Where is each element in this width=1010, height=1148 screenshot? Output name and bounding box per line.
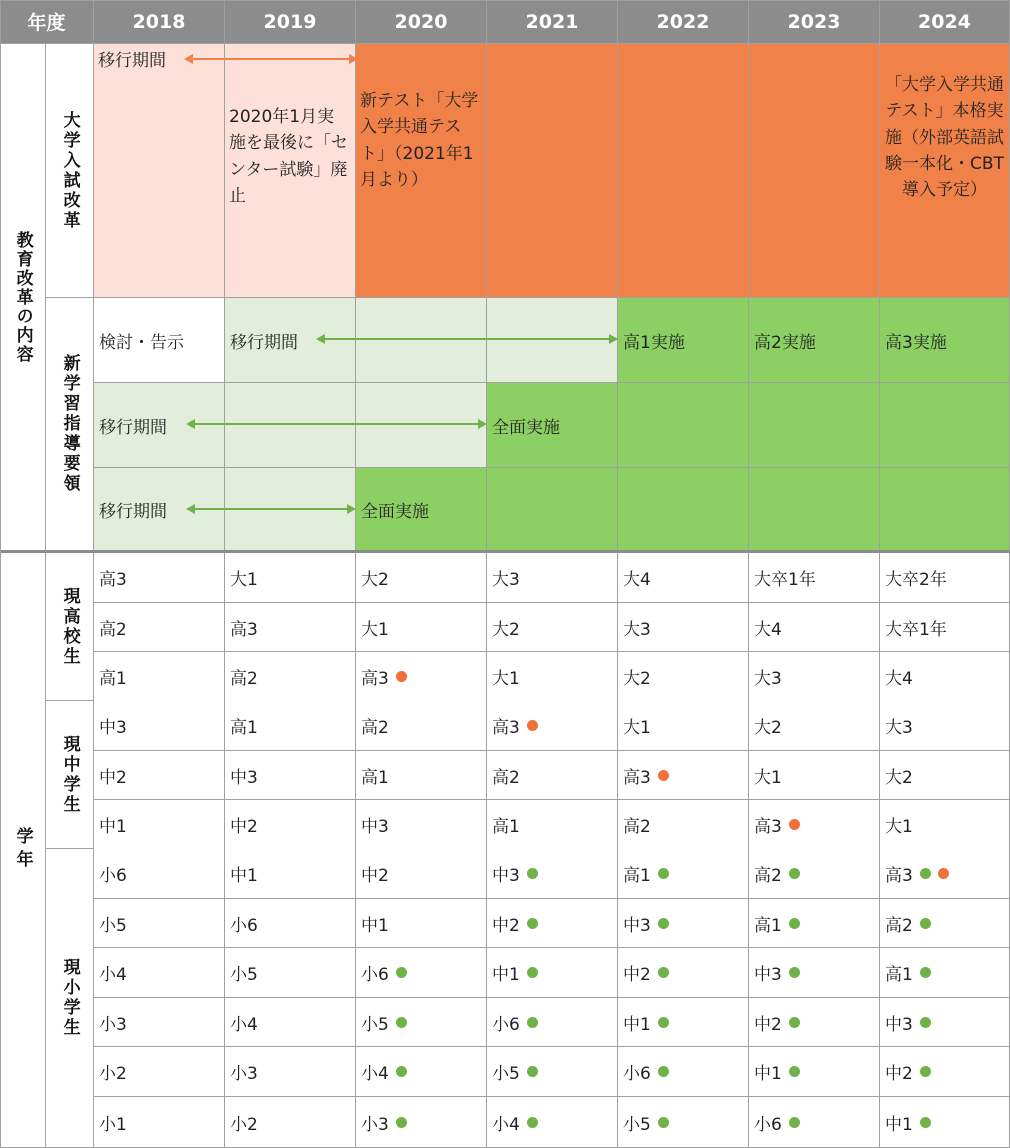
grade-cell xyxy=(880,800,1010,850)
grade-cell xyxy=(225,1097,356,1148)
grade-cell xyxy=(618,701,749,751)
new-curriculum-dot xyxy=(789,868,800,879)
grade-cell xyxy=(618,1097,749,1148)
grade-cell xyxy=(618,1047,749,1097)
curr-high-2023-cell: 高2実施 xyxy=(749,298,880,383)
grade-cell xyxy=(94,998,225,1047)
grade-label: 小2 xyxy=(99,1064,127,1084)
grade-cell xyxy=(880,603,1010,652)
grade-label: 大卒2年 xyxy=(885,570,947,590)
grade-label: 高1 xyxy=(885,965,913,985)
grade-label: 大2 xyxy=(623,669,651,689)
new-curriculum-dot xyxy=(920,1017,931,1028)
new-curriculum-dot xyxy=(789,918,800,929)
grade-cell xyxy=(225,849,356,899)
grade-label: 高3 xyxy=(885,866,913,886)
grade-label: 大4 xyxy=(623,570,651,590)
exam-target-dot xyxy=(938,868,949,879)
new-curriculum-dot xyxy=(920,1117,931,1128)
header-year-corner: 年度 xyxy=(0,0,94,44)
curr-elem-2022-cell xyxy=(618,468,749,551)
exam-2020-cell xyxy=(356,44,487,298)
grade-label: 大3 xyxy=(885,718,913,738)
grade-label: 大2 xyxy=(492,619,520,640)
grade-cell xyxy=(94,652,225,702)
grade-cell xyxy=(880,553,1010,603)
header-year-2023: 2023 xyxy=(749,0,880,44)
curr-high-2024-cell: 高3実施 xyxy=(880,298,1010,383)
grade-cell xyxy=(225,652,356,702)
grade-label: 小6 xyxy=(361,965,389,985)
grade-label: 中2 xyxy=(623,965,651,985)
grade-cell xyxy=(487,701,618,751)
grade-cell xyxy=(94,1097,225,1148)
grade-cell xyxy=(356,553,487,603)
grade-cell xyxy=(880,849,1010,899)
grade-label: 高1 xyxy=(99,669,127,689)
grade-cell xyxy=(749,800,880,850)
grade-label: 高3 xyxy=(492,718,520,738)
grade-cell xyxy=(356,701,487,751)
exam-target-dot xyxy=(789,819,800,830)
grade-cell xyxy=(356,849,487,899)
group-middle-label-text: 現中学生 xyxy=(59,734,80,815)
grade-cell xyxy=(356,751,487,800)
grade-label: 小6 xyxy=(754,1114,782,1135)
curr-elem-2023-cell xyxy=(749,468,880,551)
grade-cell xyxy=(225,701,356,751)
exam-2018-cell xyxy=(94,44,225,298)
grade-label: 大1 xyxy=(230,570,258,590)
grade-label: 大1 xyxy=(754,767,782,788)
grade-label: 小6 xyxy=(230,915,258,936)
grade-label: 小3 xyxy=(361,1114,389,1135)
grade-cell xyxy=(880,652,1010,702)
grade-label: 高1 xyxy=(230,718,258,738)
grade-label: 小4 xyxy=(492,1114,520,1135)
grade-label: 小4 xyxy=(361,1064,389,1084)
grade-cell xyxy=(487,603,618,652)
grade-cell xyxy=(225,603,356,652)
grade-label: 小2 xyxy=(230,1114,258,1135)
exam-2022-cell xyxy=(618,44,749,298)
grade-label: 高2 xyxy=(885,915,913,936)
grade-section-label-text: 学年 xyxy=(12,827,33,873)
grade-label: 小3 xyxy=(99,1014,127,1035)
curriculum-label-text: 新学習指導要領 xyxy=(59,354,80,494)
curr-high-2018-cell: 検討・告示 xyxy=(94,298,225,383)
grade-cell xyxy=(487,652,618,702)
grade-label: 小5 xyxy=(230,965,258,985)
curriculum-label xyxy=(46,298,94,551)
group-elem-label-text: 現小学生 xyxy=(59,958,80,1038)
grade-label: 大2 xyxy=(754,718,782,738)
grade-label: 中2 xyxy=(754,1014,782,1035)
new-curriculum-dot xyxy=(789,1117,800,1128)
new-curriculum-dot xyxy=(658,868,669,879)
curr-middle-2024-cell xyxy=(880,383,1010,468)
new-curriculum-dot xyxy=(920,868,931,879)
grade-label: 中3 xyxy=(361,817,389,837)
new-curriculum-dot xyxy=(396,1017,407,1028)
grade-cell xyxy=(618,751,749,800)
grade-label: 中3 xyxy=(99,718,127,738)
grade-label: 高1 xyxy=(754,915,782,936)
grade-label: 高3 xyxy=(623,767,651,788)
grade-label: 小6 xyxy=(99,866,127,886)
grade-label: 大4 xyxy=(754,619,782,640)
grade-cell xyxy=(94,948,225,998)
new-curriculum-dot xyxy=(920,967,931,978)
curr-middle-2022-cell xyxy=(618,383,749,468)
grade-label: 中1 xyxy=(99,817,127,837)
exam-target-dot xyxy=(527,720,538,731)
grade-label: 小6 xyxy=(623,1064,651,1084)
grade-label: 大3 xyxy=(623,619,651,640)
group-high-label xyxy=(46,553,94,701)
grade-label: 大3 xyxy=(754,669,782,689)
header-year-2024: 2024 xyxy=(880,0,1010,44)
grade-cell xyxy=(749,701,880,751)
grade-label: 大1 xyxy=(361,619,389,640)
new-curriculum-dot xyxy=(658,918,669,929)
grade-cell xyxy=(749,1047,880,1097)
grade-cell xyxy=(618,603,749,652)
grade-label: 中2 xyxy=(361,866,389,886)
exam-2019-cell xyxy=(225,44,356,298)
new-curriculum-dot xyxy=(789,1017,800,1028)
grade-cell xyxy=(618,899,749,948)
grade-label: 大卒1年 xyxy=(885,619,947,640)
curr-elem-2024-cell xyxy=(880,468,1010,551)
curr-elem-2020-cell: 全面実施 xyxy=(356,468,487,551)
grade-label: 小5 xyxy=(492,1064,520,1084)
grade-label: 大2 xyxy=(361,570,389,590)
grade-cell xyxy=(749,652,880,702)
grade-label: 高3 xyxy=(230,619,258,640)
grade-cell xyxy=(225,1047,356,1097)
new-curriculum-dot xyxy=(658,967,669,978)
exam-reform-label xyxy=(46,44,94,298)
group-high-label-text: 現高校生 xyxy=(59,586,80,667)
grade-cell xyxy=(487,800,618,850)
curr-middle-2021-cell: 全面実施 xyxy=(487,383,618,468)
grade-cell xyxy=(225,800,356,850)
exam-target-dot xyxy=(658,770,669,781)
group-elem-label xyxy=(46,849,94,1148)
grade-label: 高2 xyxy=(99,619,127,640)
new-curriculum-dot xyxy=(789,967,800,978)
grade-cell xyxy=(356,800,487,850)
grade-label: 小6 xyxy=(492,1014,520,1035)
grade-cell xyxy=(94,553,225,603)
grade-cell xyxy=(356,998,487,1047)
new-curriculum-dot xyxy=(658,1066,669,1077)
grade-cell xyxy=(749,603,880,652)
grade-label: 中3 xyxy=(754,965,782,985)
grade-cell xyxy=(356,603,487,652)
grade-cell xyxy=(618,849,749,899)
grade-cell xyxy=(94,800,225,850)
exam-2023-cell xyxy=(749,44,880,298)
grade-cell xyxy=(94,899,225,948)
grade-label: 高3 xyxy=(754,817,782,837)
grade-cell xyxy=(880,701,1010,751)
grade-label: 小3 xyxy=(230,1064,258,1084)
grade-cell xyxy=(880,1097,1010,1148)
grade-cell xyxy=(618,998,749,1047)
grade-label: 小5 xyxy=(623,1114,651,1135)
grade-cell xyxy=(356,899,487,948)
new-curriculum-dot xyxy=(789,1066,800,1077)
grade-cell xyxy=(749,1097,880,1148)
grade-cell xyxy=(225,553,356,603)
grade-cell xyxy=(487,998,618,1047)
grade-cell xyxy=(487,1097,618,1148)
grade-cell xyxy=(487,948,618,998)
curr-elem-transition-arrow xyxy=(188,503,354,515)
grade-cell xyxy=(487,899,618,948)
grade-section-label xyxy=(0,553,46,1148)
exam-2021-cell xyxy=(487,44,618,298)
grade-label: 中2 xyxy=(230,817,258,837)
grade-label: 中1 xyxy=(885,1114,913,1135)
grade-cell xyxy=(880,899,1010,948)
grade-label: 大1 xyxy=(623,718,651,738)
grade-label: 小5 xyxy=(99,915,127,936)
grade-cell xyxy=(487,1047,618,1097)
exam-2020-text: 新テスト「大学入学共通テスト」（2021年1月より） xyxy=(360,91,479,191)
new-curriculum-dot xyxy=(527,1017,538,1028)
grade-cell xyxy=(225,899,356,948)
grade-cell xyxy=(356,948,487,998)
grade-cell xyxy=(356,1047,487,1097)
grade-cell xyxy=(618,948,749,998)
grade-label: 中3 xyxy=(492,866,520,886)
grade-label: 大2 xyxy=(885,767,913,788)
exam-2024-cell xyxy=(880,44,1010,298)
grade-label: 高2 xyxy=(361,718,389,738)
new-curriculum-dot xyxy=(527,868,538,879)
header-year-2022: 2022 xyxy=(618,0,749,44)
curr-high-2019-cell: 移行期間 xyxy=(225,298,356,383)
grade-label: 小4 xyxy=(230,1014,258,1035)
grade-label: 中1 xyxy=(623,1014,651,1035)
exam-reform-label-text: 大学入試改革 xyxy=(59,110,80,231)
grade-cell xyxy=(618,652,749,702)
grade-label: 中3 xyxy=(623,915,651,936)
grade-cell xyxy=(618,553,749,603)
new-curriculum-dot xyxy=(396,1066,407,1077)
new-curriculum-dot xyxy=(527,918,538,929)
curr-middle-transition-arrow xyxy=(188,418,485,430)
new-curriculum-dot xyxy=(396,1117,407,1128)
grade-label: 高3 xyxy=(361,669,389,689)
grade-label: 中2 xyxy=(492,915,520,936)
grade-cell xyxy=(880,751,1010,800)
new-curriculum-dot xyxy=(658,1117,669,1128)
grade-cell xyxy=(880,1047,1010,1097)
grade-cell xyxy=(880,948,1010,998)
curr-middle-2023-cell xyxy=(749,383,880,468)
grade-cell xyxy=(225,998,356,1047)
exam-2018-text: 移行期間 xyxy=(98,51,166,71)
grade-label: 高2 xyxy=(230,669,258,689)
grade-label: 中1 xyxy=(754,1064,782,1084)
exam-2019-text: 2020年1月実施を最後に「センター試験」廃止 xyxy=(229,107,348,207)
grade-cell xyxy=(94,603,225,652)
reform-section-label-text: 教育改革の内容 xyxy=(12,230,33,364)
grade-label: 高1 xyxy=(361,767,389,788)
new-curriculum-dot xyxy=(527,1117,538,1128)
grade-cell xyxy=(356,1097,487,1148)
header-year-2021: 2021 xyxy=(487,0,618,44)
grade-label: 中3 xyxy=(885,1014,913,1035)
grade-cell xyxy=(94,849,225,899)
grade-label: 小1 xyxy=(99,1114,127,1135)
new-curriculum-dot xyxy=(920,1066,931,1077)
new-curriculum-dot xyxy=(920,918,931,929)
grade-cell xyxy=(749,849,880,899)
grade-cell xyxy=(356,652,487,702)
grade-cell xyxy=(880,998,1010,1047)
grade-label: 中2 xyxy=(885,1064,913,1084)
grade-cell xyxy=(749,998,880,1047)
new-curriculum-dot xyxy=(527,967,538,978)
header-year-2018: 2018 xyxy=(94,0,225,44)
new-curriculum-dot xyxy=(396,967,407,978)
grade-cell xyxy=(487,553,618,603)
grade-label: 高1 xyxy=(623,866,651,886)
new-curriculum-dot xyxy=(658,1017,669,1028)
grade-label: 大1 xyxy=(885,817,913,837)
grade-cell xyxy=(618,800,749,850)
grade-label: 中1 xyxy=(230,866,258,886)
reform-section-label xyxy=(0,44,46,551)
grade-cell xyxy=(225,948,356,998)
grade-label: 大卒1年 xyxy=(754,570,816,590)
group-middle-label xyxy=(46,701,94,849)
grade-cell xyxy=(225,751,356,800)
grade-label: 中1 xyxy=(361,915,389,936)
grade-cell xyxy=(94,1047,225,1097)
curr-high-2022-cell: 高1実施 xyxy=(618,298,749,383)
grade-label: 高2 xyxy=(492,767,520,788)
curr-high-transition-arrow xyxy=(318,333,616,345)
grade-label: 高2 xyxy=(623,817,651,837)
curr-elem-2018-cell: 移行期間 xyxy=(94,468,225,551)
grade-cell xyxy=(94,701,225,751)
exam-transition-arrow xyxy=(186,53,356,65)
grade-label: 中2 xyxy=(99,767,127,788)
grade-label: 高2 xyxy=(754,866,782,886)
exam-2024-text: 「大学入学共通テスト」本格実施（外部英語試験一本化・CBT導入予定） xyxy=(885,75,1004,201)
grade-cell xyxy=(487,849,618,899)
grade-cell xyxy=(749,751,880,800)
header-year-2019: 2019 xyxy=(225,0,356,44)
grade-label: 中1 xyxy=(492,965,520,985)
grade-label: 大3 xyxy=(492,570,520,590)
grade-cell xyxy=(749,948,880,998)
exam-target-dot xyxy=(396,671,407,682)
grade-label: 大1 xyxy=(492,669,520,689)
grade-label: 大4 xyxy=(885,669,913,689)
grade-label: 中3 xyxy=(230,767,258,788)
grade-label: 高1 xyxy=(492,817,520,837)
grade-cell xyxy=(749,899,880,948)
grade-label: 高3 xyxy=(99,570,127,590)
header-year-2020: 2020 xyxy=(356,0,487,44)
grade-label: 小4 xyxy=(99,965,127,985)
curr-middle-2018-cell: 移行期間 xyxy=(94,383,225,468)
grade-label: 小5 xyxy=(361,1014,389,1035)
curr-elem-2021-cell xyxy=(487,468,618,551)
grade-cell xyxy=(749,553,880,603)
grade-cell xyxy=(94,751,225,800)
grade-cell xyxy=(487,751,618,800)
new-curriculum-dot xyxy=(527,1066,538,1077)
